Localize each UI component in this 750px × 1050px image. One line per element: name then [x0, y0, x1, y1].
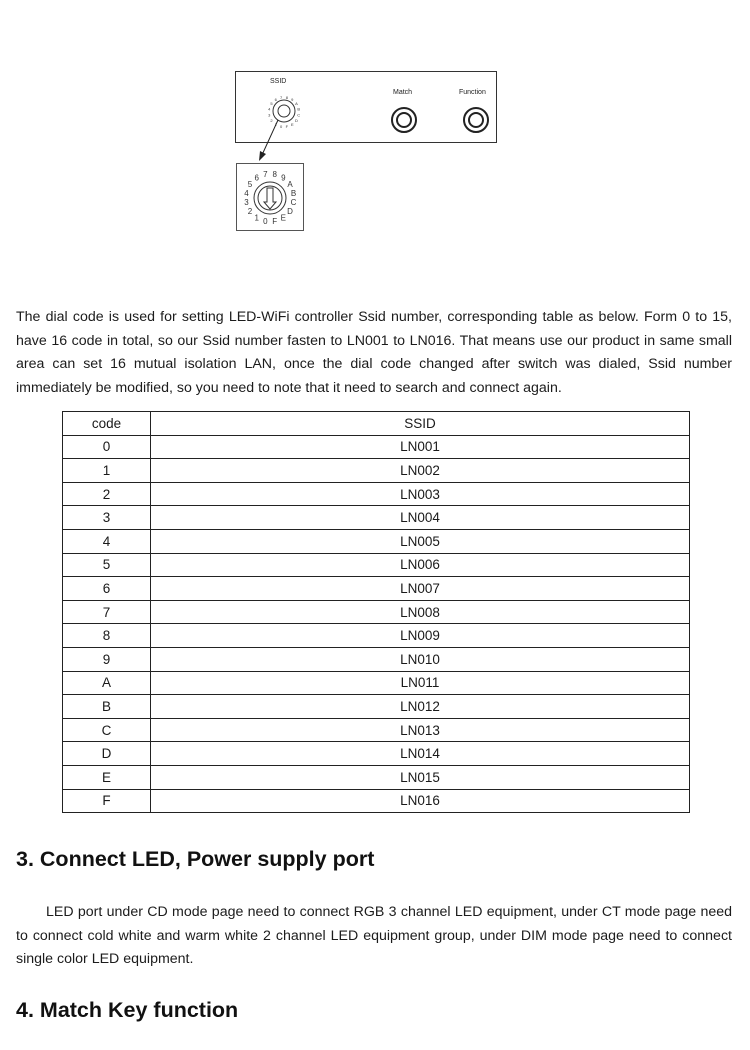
ssid-cell: LN010	[151, 647, 690, 671]
table-row	[63, 600, 690, 624]
dial-digit: 0	[263, 217, 268, 226]
ssid-code-table	[62, 411, 690, 813]
small-dial-digit: D	[295, 117, 298, 123]
small-dial-digit: C	[297, 112, 301, 118]
ssid-cell: LN001	[151, 435, 690, 459]
dial-digit: C	[290, 198, 297, 208]
dial-digit: 5	[247, 180, 253, 190]
small-dial-digit: 6	[274, 97, 277, 102]
rotary-dial-icon	[237, 164, 305, 232]
ssid-cell: LN014	[151, 742, 690, 766]
code-cell: 4	[63, 529, 151, 553]
table-row	[63, 765, 690, 789]
dial-digit: 1	[254, 213, 259, 223]
code-cell: 9	[63, 647, 151, 671]
ssid-cell: LN016	[151, 789, 690, 813]
dial-digit: 3	[244, 198, 249, 208]
table-row	[63, 647, 690, 671]
code-cell: 2	[63, 482, 151, 506]
header-ssid: SSID	[151, 412, 690, 436]
table-row	[63, 459, 690, 483]
code-cell: F	[63, 789, 151, 813]
section-4-heading: 4. Match Key function	[16, 998, 239, 1022]
ssid-cell: LN007	[151, 577, 690, 601]
table-row	[63, 435, 690, 459]
small-dial-digit: 3	[268, 112, 271, 118]
ssid-cell: LN006	[151, 553, 690, 577]
section-3-heading: 3. Connect LED, Power supply port	[16, 847, 375, 871]
table-row	[63, 529, 690, 553]
ssid-cell: LN011	[151, 671, 690, 695]
dial-digit: F	[272, 217, 278, 226]
code-cell: 6	[63, 577, 151, 601]
dial-digit: A	[287, 180, 293, 190]
ssid-cell: LN013	[151, 718, 690, 742]
code-cell: B	[63, 695, 151, 719]
dial-digit: B	[290, 188, 297, 198]
dial-digit: E	[280, 213, 286, 223]
dial-digit: 9	[281, 173, 286, 183]
dial-digit: 7	[263, 170, 268, 179]
dial-digit: 8	[272, 170, 277, 179]
small-dial-digit: A	[295, 101, 298, 107]
table-row	[63, 789, 690, 813]
small-dial-digit: B	[297, 106, 301, 112]
code-cell: E	[63, 765, 151, 789]
code-cell: D	[63, 742, 151, 766]
ssid-label: SSID	[270, 78, 287, 85]
table-row	[63, 671, 690, 695]
code-cell: 3	[63, 506, 151, 530]
dial-digit: 2	[247, 206, 253, 216]
ssid-cell: LN015	[151, 765, 690, 789]
match-label: Match	[393, 89, 413, 96]
small-dial-digit: 9	[291, 97, 294, 102]
section-3-paragraph: LED port under CD mode page need to connect RGB 3 channel LED equipment, under CT mode page need to connect cold white and warm white 2 channel LED equipment group, under DIM mode page need to connect single color LED equipment.	[16, 904, 732, 967]
ssid-cell: LN012	[151, 695, 690, 719]
dial-digit: D	[287, 206, 293, 216]
code-cell: 1	[63, 459, 151, 483]
code-cell: A	[63, 671, 151, 695]
intro-paragraph: The dial code is used for setting LED-WiFi controller Ssid number, corresponding table as below. Form 0 to 15, have 16 code in total, so our Ssid number fasten to LN001 to LN016. That means use our product in same small area can set 16 mutual isolation LAN, once the dial code changed after switch was dialed, Ssid number immediately be modified, so you need to note that it need to search and connect again.	[16, 309, 732, 396]
small-dial-digit: E	[290, 122, 294, 127]
ssid-cell: LN004	[151, 506, 690, 530]
table-row	[63, 695, 690, 719]
ssid-cell: LN005	[151, 529, 690, 553]
ssid-cell: LN009	[151, 624, 690, 648]
small-dial-digit: 5	[270, 101, 273, 107]
small-dial-digit: F	[285, 124, 289, 130]
dial-switch-enlarged	[236, 163, 304, 231]
dial-arrow	[0, 0, 750, 260]
table-header-row	[63, 412, 690, 436]
ssid-cell: LN008	[151, 600, 690, 624]
ssid-cell: LN003	[151, 482, 690, 506]
code-cell: C	[63, 718, 151, 742]
small-dial-digit: 7	[279, 94, 283, 100]
header-code: code	[63, 412, 151, 436]
small-dial-digit: 8	[285, 94, 289, 100]
table-row	[63, 553, 690, 577]
code-cell: 0	[63, 435, 151, 459]
dial-digit: 4	[244, 188, 249, 198]
code-cell: 5	[63, 553, 151, 577]
small-dial-digit: 2	[270, 117, 273, 123]
small-dial-digit: 0	[279, 124, 283, 130]
code-cell: 7	[63, 600, 151, 624]
table-row	[63, 624, 690, 648]
controller-diagram	[0, 0, 750, 260]
code-cell: 8	[63, 624, 151, 648]
table-row	[63, 742, 690, 766]
table-row	[63, 482, 690, 506]
table-row	[63, 577, 690, 601]
small-dial-digit: 4	[268, 106, 271, 112]
table-row	[63, 506, 690, 530]
table-row	[63, 718, 690, 742]
ssid-cell: LN002	[151, 459, 690, 483]
function-label: Function	[459, 89, 486, 96]
dial-digit: 6	[254, 173, 259, 183]
